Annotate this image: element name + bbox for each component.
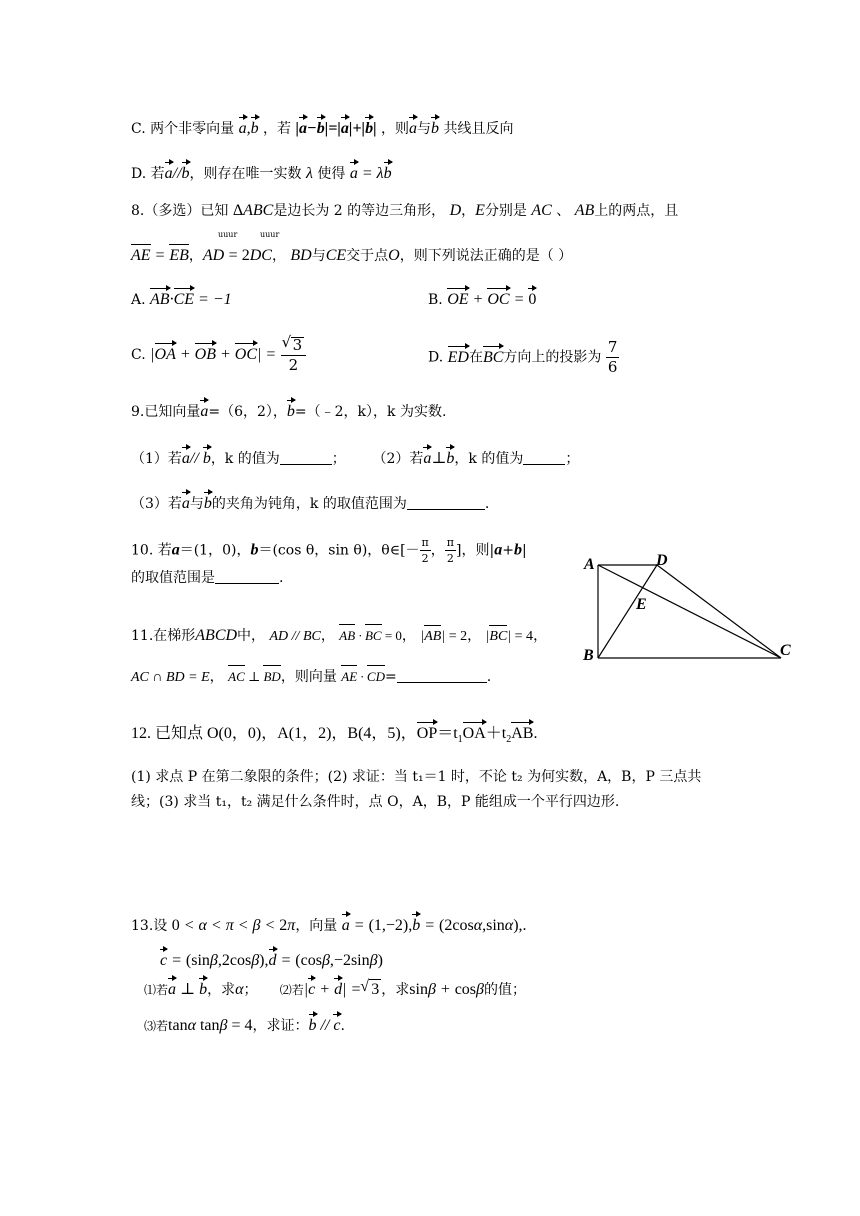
vertex-e-label: E [636,596,647,613]
answer-blank-9-2[interactable] [523,450,565,465]
vertex-a-label: A [584,556,595,573]
question-9-part1-2: （1）若a// b，k 的值为 ； （2）若a⊥b，k 的值为 ； [131,446,579,469]
question-9-stem: 9.已知向量a=（6，2），b=（﹣2，k），k 为实数. [131,399,446,422]
answer-blank-9-3[interactable] [407,495,485,510]
question-12-stem: 12. 已知点 O(0，0)，A(1，2)，B(4，5)，$OP=t_1OA+t_2AB$. [131,721,537,750]
answer-blank-11[interactable] [397,668,487,683]
uuu-mark-1: uuur [218,230,238,239]
q8-option-a: A. AB·CE = −1 [131,287,232,310]
question-10-line1: 10. 若a＝(1，0)，b＝(cos θ，sin θ)，θ∈[－ $\frac{\pi}{2}$ ， $\frac{\pi}{2}$ ]，则|a+b| [131,536,527,565]
vertex-c-label: C [780,642,791,659]
option-d: D. 若a//b，则存在唯一实数 λ 使得 a = λb [131,161,392,184]
answer-blank-9-1[interactable] [280,450,332,465]
q8-option-b: B. OE + OC = 0 [428,287,536,310]
question-12-line2: (1) 求点 P 在第二象限的条件；(2) 求证：当 t₁＝1 时，不论 t₂ 为何实数，A，B，P 三点共 [131,769,702,785]
uuu-mark-2: uuur [260,230,280,239]
question-13-parts-1-2: ⑴若a ⊥ b，求α； ⑵若|c + d| =√ 3 ，求sinβ + cosβ的值； [144,977,526,1000]
question-13-stem: 13.设 0 < α < π < β < 2π，向量 a = (1,−2),b = (2cosα,sinα),. [131,913,527,936]
answer-blank-10[interactable] [215,569,279,584]
question-8-line1: 8.（多选）已知 ΔABC是边长为 2 的等边三角形， D，E分别是 AC 、 AB上的两点，且 [131,202,679,219]
option-c: C. 两个非零向量 a,b ，若 |a−b|=|a|+|b| ，则a与b 共线且反向 [131,116,514,139]
question-10-line2: 的取值范围是 . [131,570,284,586]
vertex-d-label: D [656,552,668,569]
question-13-vectors: c = (sinβ,2cosβ),d = (cosβ,−2sinβ) [160,948,383,971]
question-8-line2: AE = EB，AD = 2DC， BD与CE交于点O，则下列说法正确的是（ ） [131,243,572,266]
question-9-part3: （3）若a与b的夹角为钝角，k 的取值范围为 . [131,491,489,514]
vertex-b-label: B [583,647,594,664]
trapezoid-diagram [578,548,798,666]
question-13-part-3: ⑶若tanα tanβ = 4，求证：b // c. [144,1013,345,1036]
q8-option-c: C. |OA + OB + OC| = √ $\frac{3}{2}$ [131,337,306,373]
q8-option-d: D. ED在BC方向上的投影为 $\frac{7}{6}$ [428,338,618,376]
question-11-line2: AC ∩ BD = E， AC ⊥ BD，则向量 AE · CD= . [131,664,491,688]
question-12-line3: 线；(3) 求当 t₁，t₂ 满足什么条件时，点 O，A，B，P 能组成一个平行四边形. [131,794,620,810]
question-11-line1: 11.在梯形ABCD中， AD // BC， AB · BC = 0， |AB| = 2， |BC| = 4， [131,623,547,647]
